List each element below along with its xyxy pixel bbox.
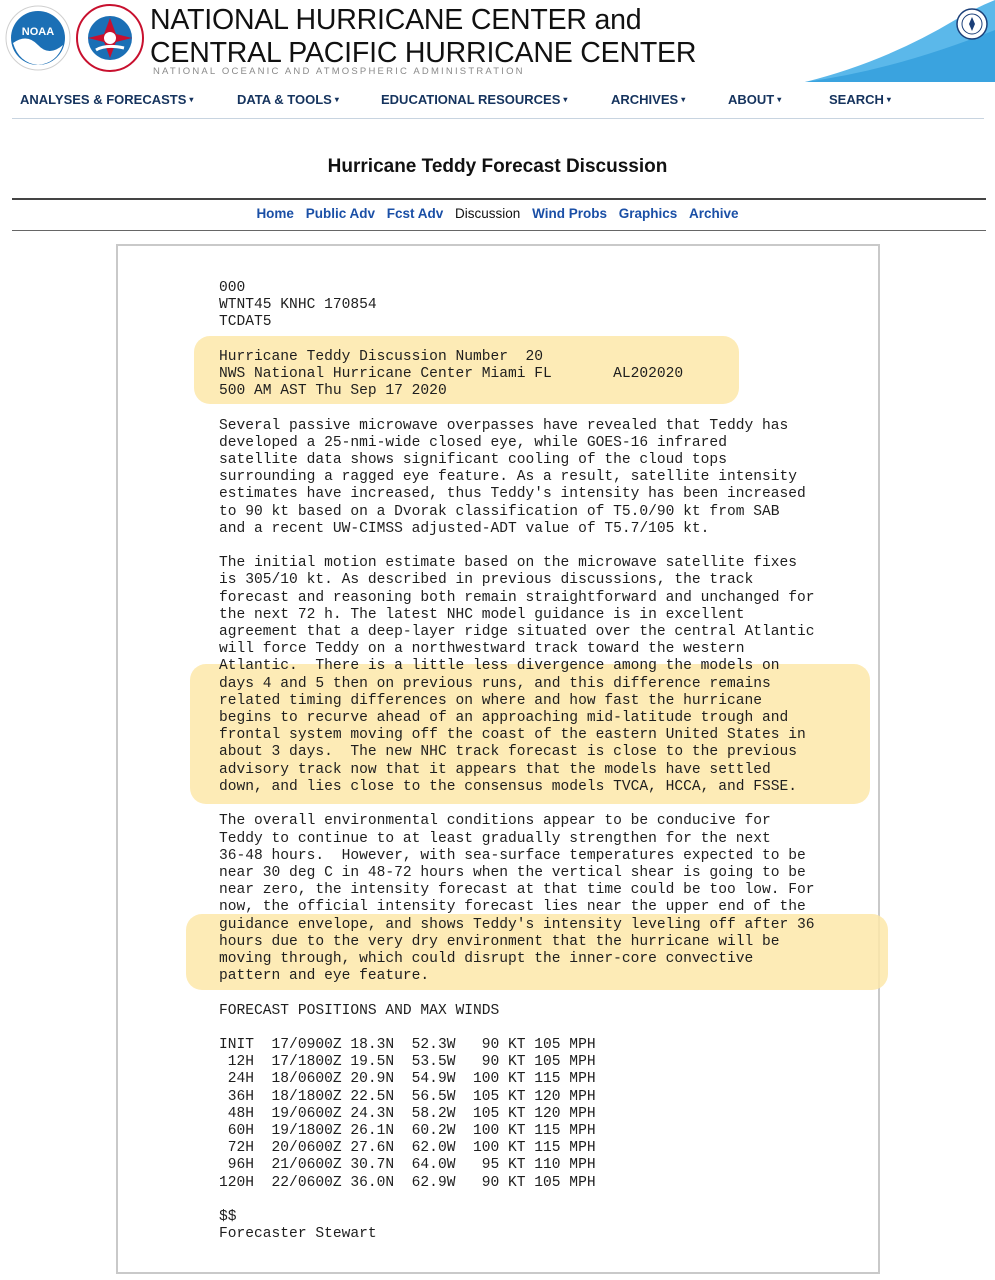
noaa-logo-text: NOAA [21,26,55,38]
chevron-down-icon: ▾ [681,95,686,104]
site-subtitle: NATIONAL OCEANIC AND ATMOSPHERIC ADMINISTRATION [153,66,525,77]
subnav-top-divider [12,198,986,200]
nav-label: DATA & TOOLS [237,92,332,107]
nav-about[interactable] [728,92,781,107]
subnav-public-adv-link[interactable]: Public Adv [305,206,375,221]
chevron-down-icon: ▾ [563,95,568,104]
nav-label: ARCHIVES [611,92,679,107]
nav-label: ANALYSES & FORECASTS [20,92,187,107]
nws-logo-icon[interactable] [76,4,144,72]
site-title-line-1: NATIONAL HURRICANE CENTER and [150,4,642,36]
nav-data-tools[interactable] [237,92,339,107]
nav-educational-resources[interactable] [381,92,567,107]
site-title-line-2: CENTRAL PACIFIC HURRICANE CENTER [150,37,697,69]
chevron-down-icon: ▾ [886,95,891,104]
chevron-down-icon: ▾ [777,95,782,104]
nav-label: ABOUT [728,92,775,107]
nav-label: SEARCH [829,92,884,107]
nav-label: EDUCATIONAL RESOURCES [381,92,561,107]
subnav-discussion-current: Discussion [455,206,521,221]
subnav-archive-link[interactable]: Archive [689,206,739,221]
nav-search[interactable] [829,92,891,107]
subnav-wind-probs-link[interactable]: Wind Probs [532,206,607,221]
nav-archives[interactable] [611,92,685,107]
page-title: Hurricane Teddy Forecast Discussion [327,156,668,177]
nav-divider [12,118,984,119]
nav-analyses-forecasts[interactable] [20,92,193,107]
forecast-discussion-text: 000 WTNT45 KNHC 170854 TCDAT5 Hurricane Teddy Discussion Number 20 NWS National Hurricane Center Miami FL AL202020 500 AM AST Thu Sep 17 2020 Several passive microwave overpasses have revealed that Teddy has developed a 25-nmi-wide closed eye, while GOES-16 infrared satellite data shows significant cooling of the cloud tops surrounding a ragged eye feature. As a result, satellite intensity estimates have increased, thus Teddy's intensity has been increased to 90 kt based on a Dvorak classification of T5.0/90 kt from SAB and a recent UW-CIMSS adjusted-ADT value of T5.7/105 kt. The initial motion estimate based on the microwave satellite fixes is 305/10 kt. As described in previous discussions, the track forecast and reasoning both remain straightforward and unchanged for the next 72 h. The latest NHC model guidance is in excellent agreement that a deep-layer ridge situated over the central Atlantic will force Teddy on a northwestward track toward the western Atlantic. There is a little less divergence among the models on days 4 and 5 then on previous runs, and this difference remains related timing differences on where and how fast the hurricane begins to recurve ahead of an approaching mid-latitude trough and frontal system moving off the coast of the eastern United States in about 3 days. The new NHC track forecast is close to the previous advisory track now that it appears that the models have settled down, and lies close to the consensus models TVCA, HCCA, and FSSE. The overall environmental conditions appear to be conducive for Teddy to continue to at least gradually strengthen for the next 36-48 hours. However, with sea-surface temperatures expected to be near 30 deg C in 48-72 hours when the vertical shear is going to be near zero, the intensity forecast at that time could be too low. For now, the official intensity forecast lies near the upper end of the guidance envelope, and shows Teddy's intensity leveling off after 36 hours due to the very dry environment that the hurricane will be moving through, which could disrupt the inner-core convective pattern and eye feature. FORECAST POSITIONS AND MAX WINDS INIT 17/0900Z 18.3N 52.3W 90 KT 105 MPH 12H 17/1800Z 19.5N 53.5W 90 KT 105 MPH 24H 18/0600Z 20.9N 54.9W 100 KT 115 MPH 36H 18/1800Z 22.5N 56.5W 105 KT 120 MPH 48H 19/0600Z 24.3N 58.2W 105 KT 120 MPH 60H 19/1800Z 26.1N 60.2W 100 KT 115 MPH 72H 20/0600Z 27.6N 62.0W 100 KT 115 MPH 96H 21/0600Z 30.7N 64.0W 95 KT 110 MPH 120H 22/0600Z 36.0N 62.9W 90 KT 105 MPH $$ Forecaster Stewart [219,280,815,1243]
top-navigation [0,88,995,114]
site-header [0,0,995,82]
subnav-home-link[interactable]: Home [256,206,294,221]
chevron-down-icon: ▾ [189,95,194,104]
subnav-bottom-divider [12,230,986,231]
product-subnav [0,206,995,221]
commerce-seal-icon[interactable] [956,8,988,40]
subnav-fcst-adv-link[interactable]: Fcst Adv [386,206,444,221]
subnav-graphics-link[interactable]: Graphics [618,206,678,221]
chevron-down-icon: ▾ [334,95,339,104]
site-title [150,4,696,70]
noaa-logo-icon[interactable] [5,5,71,71]
